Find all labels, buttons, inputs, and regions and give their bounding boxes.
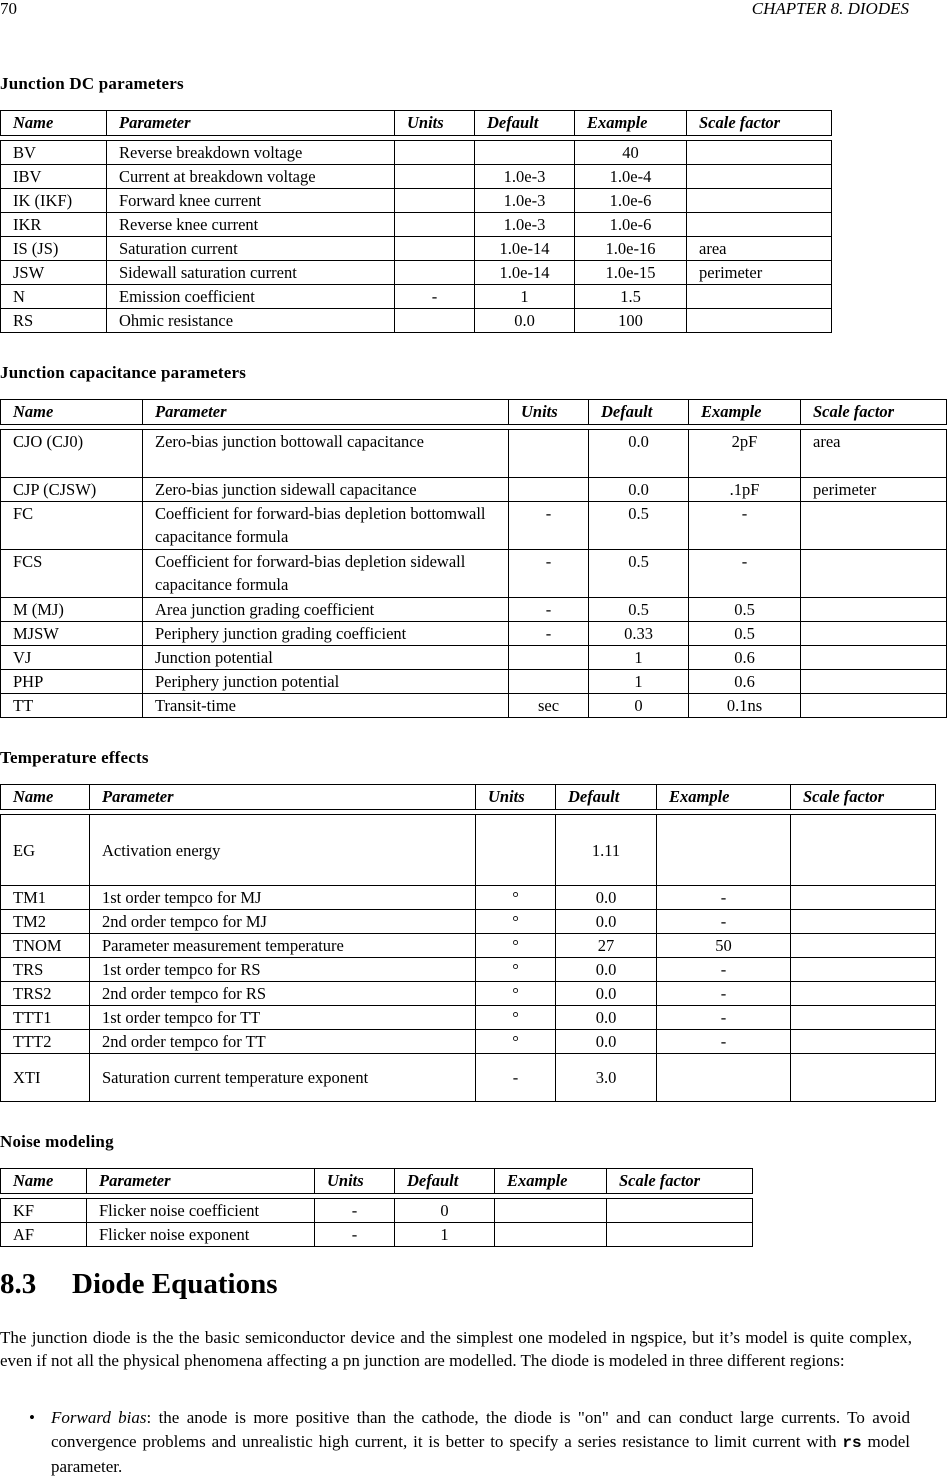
intro-paragraph: The junction diode is the the basic semiconductor device and the simplest one modeled in ngspice, but it’s model is quite complex, even if not all the physical phenomena affecting a pn junction are modelled. The diode is modeled in three different regions: — [0, 1328, 912, 1370]
table-cell: CJO (CJ0) — [1, 430, 143, 478]
table-row — [1, 1054, 936, 1102]
table-cell — [801, 550, 947, 598]
table-row — [1, 478, 947, 502]
table-cell: Junction potential — [143, 646, 509, 670]
table-row — [1, 550, 947, 598]
table-cell: TM2 — [1, 910, 90, 934]
table-cell — [395, 213, 475, 237]
column-header: Default — [395, 1169, 495, 1194]
table-row — [1, 285, 832, 309]
table-cell: sec — [509, 694, 589, 718]
table-cell: XTI — [1, 1054, 90, 1102]
table-cell: 0.6 — [689, 670, 801, 694]
table-cell: - — [476, 1054, 556, 1102]
table-cell: 0.5 — [589, 502, 689, 550]
table-cell: Emission coefficient — [107, 285, 395, 309]
table-cell: TNOM — [1, 934, 90, 958]
table-cell: - — [657, 886, 791, 910]
table-cell: 0.0 — [556, 958, 657, 982]
table-cell: Ohmic resistance — [107, 309, 395, 333]
table-cell — [791, 910, 936, 934]
table-cell: 0.0 — [589, 478, 689, 502]
column-header: Example — [575, 111, 687, 136]
table-cell — [791, 1030, 936, 1054]
table-cell: - — [657, 958, 791, 982]
column-header: Example — [495, 1169, 607, 1194]
temperature-effects-table — [0, 784, 936, 1102]
table-row — [1, 189, 832, 213]
section-title-junction-capacitance: Junction capacitance parameters — [0, 363, 247, 382]
table-cell: 1.0e-4 — [575, 165, 687, 189]
section-title-temperature-effects: Temperature effects — [0, 748, 149, 767]
table-cell: 1.0e-3 — [475, 213, 575, 237]
column-header: Units — [315, 1169, 395, 1194]
table-cell — [395, 309, 475, 333]
table-cell: 0.0 — [556, 1030, 657, 1054]
column-header: Default — [589, 400, 689, 425]
table-cell: ° — [476, 982, 556, 1006]
table-cell: 0.0 — [556, 982, 657, 1006]
table-cell: - — [657, 1030, 791, 1054]
table-row — [1, 1030, 936, 1054]
table-cell: - — [657, 910, 791, 934]
table-row — [1, 1006, 936, 1030]
table-cell: Flicker noise exponent — [87, 1223, 315, 1247]
table-cell — [687, 189, 832, 213]
column-header: Example — [657, 785, 791, 810]
section-title-noise-modeling: Noise modeling — [0, 1132, 114, 1151]
table-cell: VJ — [1, 646, 143, 670]
column-header: Default — [475, 111, 575, 136]
table-cell — [607, 1199, 753, 1223]
code-rs: rs — [842, 1434, 862, 1452]
table-row — [1, 598, 947, 622]
table-cell — [801, 694, 947, 718]
table-cell — [801, 622, 947, 646]
table-cell — [801, 646, 947, 670]
section-heading-text: Diode Equations — [72, 1268, 278, 1300]
column-header: Units — [476, 785, 556, 810]
table-cell: ° — [476, 910, 556, 934]
table-row — [1, 646, 947, 670]
table-cell: Area junction grading coefficient — [143, 598, 509, 622]
table-cell: IK (IKF) — [1, 189, 107, 213]
table-cell: ° — [476, 1006, 556, 1030]
bullet-icon: • — [29, 1408, 35, 1427]
table-cell — [687, 141, 832, 165]
table-cell: 100 — [575, 309, 687, 333]
table-cell: 0.5 — [689, 622, 801, 646]
table-cell — [395, 141, 475, 165]
table-cell: 0 — [395, 1199, 495, 1223]
table-row — [1, 261, 832, 285]
table-cell — [476, 815, 556, 886]
table-cell: 0.6 — [689, 646, 801, 670]
table-cell: - — [509, 550, 589, 598]
table-cell: 1 — [475, 285, 575, 309]
table-cell: 1.0e-6 — [575, 213, 687, 237]
table-cell: Reverse breakdown voltage — [107, 141, 395, 165]
table-cell: 0.0 — [556, 886, 657, 910]
table-cell: Saturation current — [107, 237, 395, 261]
table-row — [1, 958, 936, 982]
table-row — [1, 502, 947, 550]
table-row — [1, 934, 936, 958]
table-cell: Zero-bias junction sidewall capacitance — [143, 478, 509, 502]
table-row — [1, 213, 832, 237]
table-row — [1, 309, 832, 333]
bullet-forward-bias — [30, 1406, 910, 1479]
table-row — [1, 886, 936, 910]
table-cell — [801, 502, 947, 550]
table-cell: IKR — [1, 213, 107, 237]
table-cell: 1st order tempco for MJ — [90, 886, 476, 910]
table-cell: 2nd order tempco for MJ — [90, 910, 476, 934]
table-cell: 1.0e-16 — [575, 237, 687, 261]
table-cell: TT — [1, 694, 143, 718]
table-cell — [687, 213, 832, 237]
table-cell — [395, 189, 475, 213]
table-cell: AF — [1, 1223, 87, 1247]
table-row — [1, 982, 936, 1006]
bullet-text-after: model parameter. — [51, 1432, 910, 1476]
table-cell — [509, 430, 589, 478]
junction-dc-table — [0, 110, 832, 333]
table-cell: IBV — [1, 165, 107, 189]
table-cell: FC — [1, 502, 143, 550]
table-cell: KF — [1, 1199, 87, 1223]
table-cell: EG — [1, 815, 90, 886]
table-cell: 50 — [657, 934, 791, 958]
table-cell: 0.5 — [589, 598, 689, 622]
table-cell: - — [509, 622, 589, 646]
table-cell: ° — [476, 1030, 556, 1054]
table-cell: Sidewall saturation current — [107, 261, 395, 285]
column-header: Units — [509, 400, 589, 425]
table-row — [1, 1199, 753, 1223]
table-cell — [509, 646, 589, 670]
table-cell: - — [315, 1223, 395, 1247]
table-cell: MJSW — [1, 622, 143, 646]
table-cell: Zero-bias junction bottowall capacitance — [143, 430, 509, 478]
header-row — [1, 785, 936, 810]
table-cell: - — [657, 1006, 791, 1030]
table-cell: TM1 — [1, 886, 90, 910]
section-heading — [0, 1268, 277, 1301]
table-cell: ° — [476, 934, 556, 958]
table-cell — [509, 478, 589, 502]
table-cell: 0.0 — [556, 910, 657, 934]
table-cell: 1st order tempco for RS — [90, 958, 476, 982]
table-cell — [791, 1054, 936, 1102]
table-cell: 2pF — [689, 430, 801, 478]
table-cell: Flicker noise coefficient — [87, 1199, 315, 1223]
section-number: 8.3 — [0, 1268, 37, 1300]
table-cell: 1 — [395, 1223, 495, 1247]
table-cell: N — [1, 285, 107, 309]
table-cell — [791, 958, 936, 982]
table-cell: Periphery junction grading coefficient — [143, 622, 509, 646]
table-cell — [791, 815, 936, 886]
column-header: Name — [1, 1169, 87, 1194]
table-cell: area — [687, 237, 832, 261]
table-cell: Saturation current temperature exponent — [90, 1054, 476, 1102]
table-cell: - — [315, 1199, 395, 1223]
column-header: Parameter — [107, 111, 395, 136]
table-row — [1, 237, 832, 261]
table-cell: BV — [1, 141, 107, 165]
column-header: Units — [395, 111, 475, 136]
running-header — [0, 0, 947, 20]
table-cell: - — [657, 982, 791, 1006]
table-cell — [657, 815, 791, 886]
column-header: Scale factor — [687, 111, 832, 136]
table-cell: 1.11 — [556, 815, 657, 886]
table-cell: 0.5 — [589, 550, 689, 598]
table-cell: 1.5 — [575, 285, 687, 309]
table-row — [1, 815, 936, 886]
table-cell: 0.0 — [475, 309, 575, 333]
table-cell: - — [689, 502, 801, 550]
table-cell: 1 — [589, 670, 689, 694]
table-cell: Activation energy — [90, 815, 476, 886]
table-cell: 1.0e-6 — [575, 189, 687, 213]
table-cell: PHP — [1, 670, 143, 694]
table-cell — [791, 1006, 936, 1030]
page-number: 70 — [0, 0, 17, 18]
table-cell — [495, 1199, 607, 1223]
table-cell: RS — [1, 309, 107, 333]
table-cell — [687, 165, 832, 189]
table-cell: 1 — [589, 646, 689, 670]
table-cell: CJP (CJSW) — [1, 478, 143, 502]
table-cell: 0.5 — [689, 598, 801, 622]
table-cell: perimeter — [687, 261, 832, 285]
table-cell: JSW — [1, 261, 107, 285]
table-cell: Periphery junction potential — [143, 670, 509, 694]
column-header: Parameter — [143, 400, 509, 425]
bullet-term: Forward bias — [51, 1408, 147, 1427]
column-header: Scale factor — [791, 785, 936, 810]
column-header: Name — [1, 111, 107, 136]
table-cell: 1.0e-14 — [475, 261, 575, 285]
table-cell — [395, 165, 475, 189]
table-cell: ° — [476, 886, 556, 910]
table-cell: 2nd order tempco for TT — [90, 1030, 476, 1054]
table-cell: Current at breakdown voltage — [107, 165, 395, 189]
table-cell — [475, 141, 575, 165]
table-cell: 1.0e-14 — [475, 237, 575, 261]
column-header: Default — [556, 785, 657, 810]
column-header: Example — [689, 400, 801, 425]
header-row — [1, 1169, 753, 1194]
table-cell — [791, 982, 936, 1006]
table-cell — [687, 309, 832, 333]
noise-modeling-table — [0, 1168, 753, 1247]
table-cell: - — [689, 550, 801, 598]
section-title-junction-dc: Junction DC parameters — [0, 74, 184, 93]
column-header: Name — [1, 785, 90, 810]
junction-capacitance-table — [0, 399, 947, 718]
table-row — [1, 141, 832, 165]
table-row — [1, 694, 947, 718]
table-cell — [395, 237, 475, 261]
table-cell: 3.0 — [556, 1054, 657, 1102]
table-cell — [791, 934, 936, 958]
table-cell: Reverse knee current — [107, 213, 395, 237]
table-cell: Coefficient for forward-bias depletion sidewall capacitance formula — [143, 550, 509, 598]
table-cell: TRS2 — [1, 982, 90, 1006]
table-row — [1, 165, 832, 189]
table-cell: 40 — [575, 141, 687, 165]
table-cell: M (MJ) — [1, 598, 143, 622]
chapter-title: CHAPTER 8. DIODES — [751, 0, 909, 18]
table-cell — [395, 261, 475, 285]
column-header: Name — [1, 400, 143, 425]
table-cell — [607, 1223, 753, 1247]
table-cell: IS (JS) — [1, 237, 107, 261]
table-cell: 1.0e-15 — [575, 261, 687, 285]
bullet-text-before: : the anode is more positive than the cathode, the diode is "on" and can conduct large currents. To avoid convergence problems and unrealistic high current, it is better to specify a series resistance to limit current with — [51, 1408, 910, 1451]
table-cell — [657, 1054, 791, 1102]
table-cell: 0.0 — [589, 430, 689, 478]
column-header: Scale factor — [801, 400, 947, 425]
table-cell: - — [509, 598, 589, 622]
table-row — [1, 430, 947, 478]
column-header: Scale factor — [607, 1169, 753, 1194]
table-cell: 0.0 — [556, 1006, 657, 1030]
table-cell: Transit-time — [143, 694, 509, 718]
table-cell: perimeter — [801, 478, 947, 502]
table-cell: 0 — [589, 694, 689, 718]
table-row — [1, 622, 947, 646]
table-cell: Coefficient for forward-bias depletion bottomwall capacitance formula — [143, 502, 509, 550]
table-cell: 1.0e-3 — [475, 165, 575, 189]
table-cell: 0.33 — [589, 622, 689, 646]
column-header: Parameter — [90, 785, 476, 810]
table-cell: .1pF — [689, 478, 801, 502]
table-cell — [495, 1223, 607, 1247]
table-cell: - — [509, 502, 589, 550]
table-row — [1, 1223, 753, 1247]
table-cell: ° — [476, 958, 556, 982]
table-cell: TTT1 — [1, 1006, 90, 1030]
table-cell: 0.1ns — [689, 694, 801, 718]
bullet-text — [51, 1406, 910, 1479]
table-cell: 1.0e-3 — [475, 189, 575, 213]
table-row — [1, 670, 947, 694]
table-cell — [791, 886, 936, 910]
table-cell: TTT2 — [1, 1030, 90, 1054]
column-header: Parameter — [87, 1169, 315, 1194]
table-cell: FCS — [1, 550, 143, 598]
table-cell: Forward knee current — [107, 189, 395, 213]
table-cell — [801, 670, 947, 694]
table-cell: area — [801, 430, 947, 478]
table-cell: - — [395, 285, 475, 309]
table-cell: 1st order tempco for TT — [90, 1006, 476, 1030]
header-row — [1, 111, 832, 136]
table-cell: TRS — [1, 958, 90, 982]
table-row — [1, 910, 936, 934]
table-cell: Parameter measurement temperature — [90, 934, 476, 958]
table-cell — [801, 598, 947, 622]
table-cell — [509, 670, 589, 694]
header-row — [1, 400, 947, 425]
table-cell: 27 — [556, 934, 657, 958]
table-cell: 2nd order tempco for RS — [90, 982, 476, 1006]
table-cell — [687, 285, 832, 309]
